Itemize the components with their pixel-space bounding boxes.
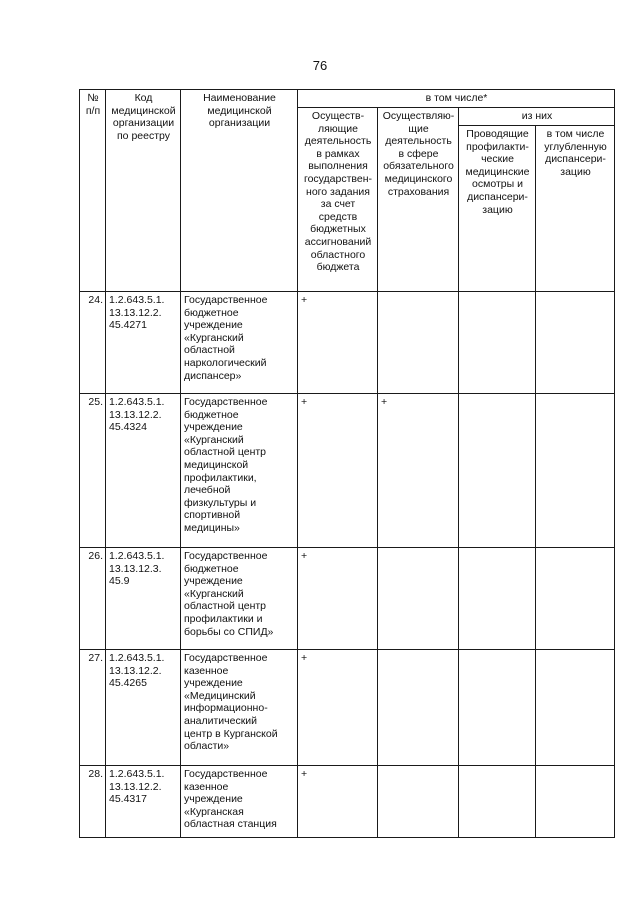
row-name: Государственное казенное учреждение «Курганская областная станция [181,766,298,838]
row-name: Государственное казенное учреждение «Медицинский информационно- аналитический центр в Курганской области» [181,650,298,766]
row-prof-mark [459,394,536,548]
table-row [80,292,615,394]
row-prof-mark [459,292,536,394]
header-row-1 [80,90,615,108]
table-row [80,394,615,548]
row-name: Государственное бюджетное учреждение «Курганский областной наркологический диспансер» [181,292,298,394]
header-prof-exams: Проводящие профилакти- ческие медицинские осмотры и диспансери- зацию [459,126,536,292]
row-code: 1.2.643.5.1. 13.13.12.2. 45.4317 [106,766,181,838]
header-deep-disp: в том числе углубленную диспансери- зацию [536,126,615,292]
header-num: № п/п [80,90,106,292]
row-deep-mark [536,292,615,394]
row-state-task-mark: + [298,548,378,650]
row-oms-mark [378,650,459,766]
row-number: 27. [80,650,106,766]
row-name: Государственное бюджетное учреждение «Курганский областной центр медицинской профилактики, лечебной физкультуры и спортивной медицины» [181,394,298,548]
row-prof-mark [459,650,536,766]
table-row [80,548,615,650]
header-including: в том числе* [298,90,615,108]
row-number: 24. [80,292,106,394]
header-state-task: Осуществ- ляющие деятельность в рамках выполнения государствен- ного задания за счет средств бюджетных ассигнований областного бюджета [298,108,378,292]
row-oms-mark [378,766,459,838]
row-code: 1.2.643.5.1. 13.13.12.2. 45.4271 [106,292,181,394]
header-name: Наименование медицинской организации [181,90,298,292]
row-state-task-mark: + [298,766,378,838]
row-name: Государственное бюджетное учреждение «Курганский областной центр профилактики и борьбы со СПИД» [181,548,298,650]
header-oms: Осуществляю- щие деятельность в сфере обязательного медицинского страхования [378,108,459,292]
row-deep-mark [536,548,615,650]
row-oms-mark [378,292,459,394]
row-number: 25. [80,394,106,548]
row-state-task-mark: + [298,292,378,394]
table-row [80,766,615,838]
row-number: 28. [80,766,106,838]
row-deep-mark [536,394,615,548]
row-code: 1.2.643.5.1. 13.13.12.3. 45.9 [106,548,181,650]
table-row [80,650,615,766]
row-deep-mark [536,650,615,766]
row-number: 26. [80,548,106,650]
row-code: 1.2.643.5.1. 13.13.12.2. 45.4324 [106,394,181,548]
row-state-task-mark: + [298,650,378,766]
row-oms-mark [378,548,459,650]
row-prof-mark [459,548,536,650]
header-code: Код медицинской организации по реестру [106,90,181,292]
row-state-task-mark: + [298,394,378,548]
header-of-them: из них [459,108,615,126]
row-deep-mark [536,766,615,838]
row-oms-mark: + [378,394,459,548]
register-table [79,89,615,838]
row-code: 1.2.643.5.1. 13.13.12.2. 45.4265 [106,650,181,766]
row-prof-mark [459,766,536,838]
page-number: 76 [312,58,328,73]
